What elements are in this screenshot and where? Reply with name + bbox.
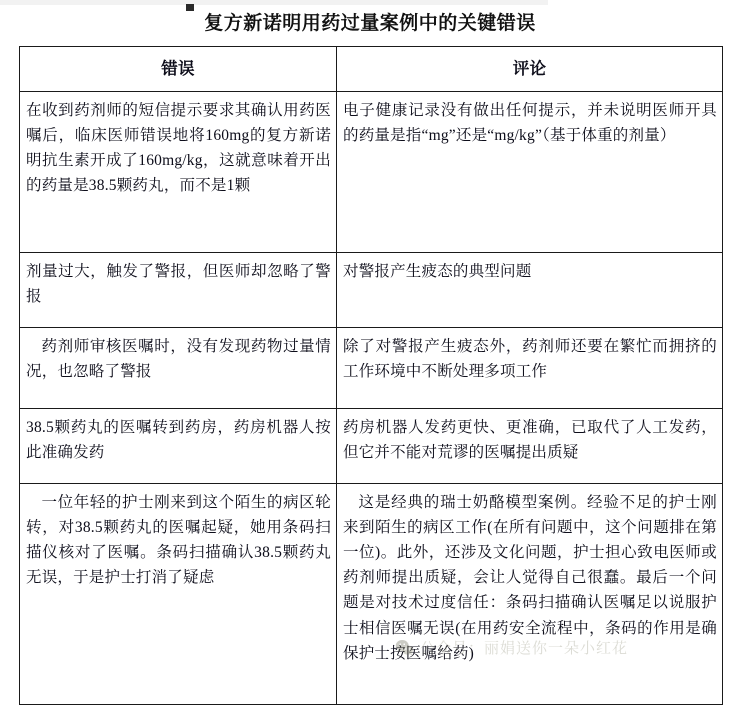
column-header-comment: 评论 xyxy=(337,47,723,92)
cell-comment xyxy=(337,253,723,328)
cell-comment-text: 电子健康记录没有做出任何提示，并未说明医师开具的药量是指“mg”还是“mg/kg”（基于体重的剂量） xyxy=(343,102,717,145)
page-title: 复方新诺明用药过量案例中的关键错误 xyxy=(204,13,536,34)
table-row xyxy=(20,92,723,253)
cell-comment-text: 除了对警报产生疲态外，药剂师还要在繁忙而拥挤的工作环境中不断处理多项工作 xyxy=(343,338,717,381)
cell-error-text: 一位年轻的护士刚来到这个陌生的病区轮转，对38.5颗药丸的医嘱起疑，她用条码扫描仪核对了医嘱。条码扫描确认38.5颗药丸无误，于是护士打消了疑虑 xyxy=(26,494,331,587)
cell-comment xyxy=(337,484,723,705)
table-row xyxy=(20,409,723,484)
cell-error-text: 在收到药剂师的短信提示要求其确认用药医嘱后，临床医师错误地将160mg的复方新诺明抗生素开成了160mg/kg，这就意味着开出的药量是38.5颗药丸，而不是1颗 xyxy=(26,102,331,195)
cell-error xyxy=(20,253,337,328)
cell-error-text: 38.5颗药丸的医嘱转到药房，药房机器人按此准确发药 xyxy=(26,419,331,462)
cell-comment xyxy=(337,409,723,484)
cell-error xyxy=(20,328,337,409)
cell-comment-text: 对警报产生疲态的典型问题 xyxy=(343,263,532,280)
key-errors-table xyxy=(19,46,723,705)
table-row xyxy=(20,328,723,409)
cell-comment xyxy=(337,328,723,409)
cell-error xyxy=(20,409,337,484)
column-header-error: 错误 xyxy=(20,47,337,92)
table-row xyxy=(20,484,723,705)
cell-error xyxy=(20,484,337,705)
watermark-text: 公众号：丽娟送你一朵小红花 xyxy=(420,639,629,657)
table-row xyxy=(20,253,723,328)
table-header-row xyxy=(20,47,723,92)
cell-comment-text: 药房机器人发药更快、更准确，已取代了人工发药，但它并不能对荒谬的医嘱提出质疑 xyxy=(343,419,717,462)
cell-error xyxy=(20,92,337,253)
cell-error-text: 药剂师审核医嘱时，没有发现药物过量情况，也忽略了警报 xyxy=(26,338,331,381)
cell-comment-text: 这是经典的瑞士奶酪模型案例。经验不足的护士刚来到陌生的病区工作(在所有问题中，这个问题排在第一位)。此外，还涉及文化问题，护士担心致电医师或药剂师提出质疑，会让人觉得自己很蠢。最后一个问题是对技术过度信任：条码扫描确认医嘱足以说服护士相信医嘱无误(在用药安全流程中，条码的作用是确保护士按医嘱给药) xyxy=(343,494,717,662)
cell-comment xyxy=(337,92,723,253)
cell-error-text: 剂量过大，触发了警报，但医师却忽略了警报 xyxy=(26,263,331,306)
top-grey-band xyxy=(0,0,548,5)
